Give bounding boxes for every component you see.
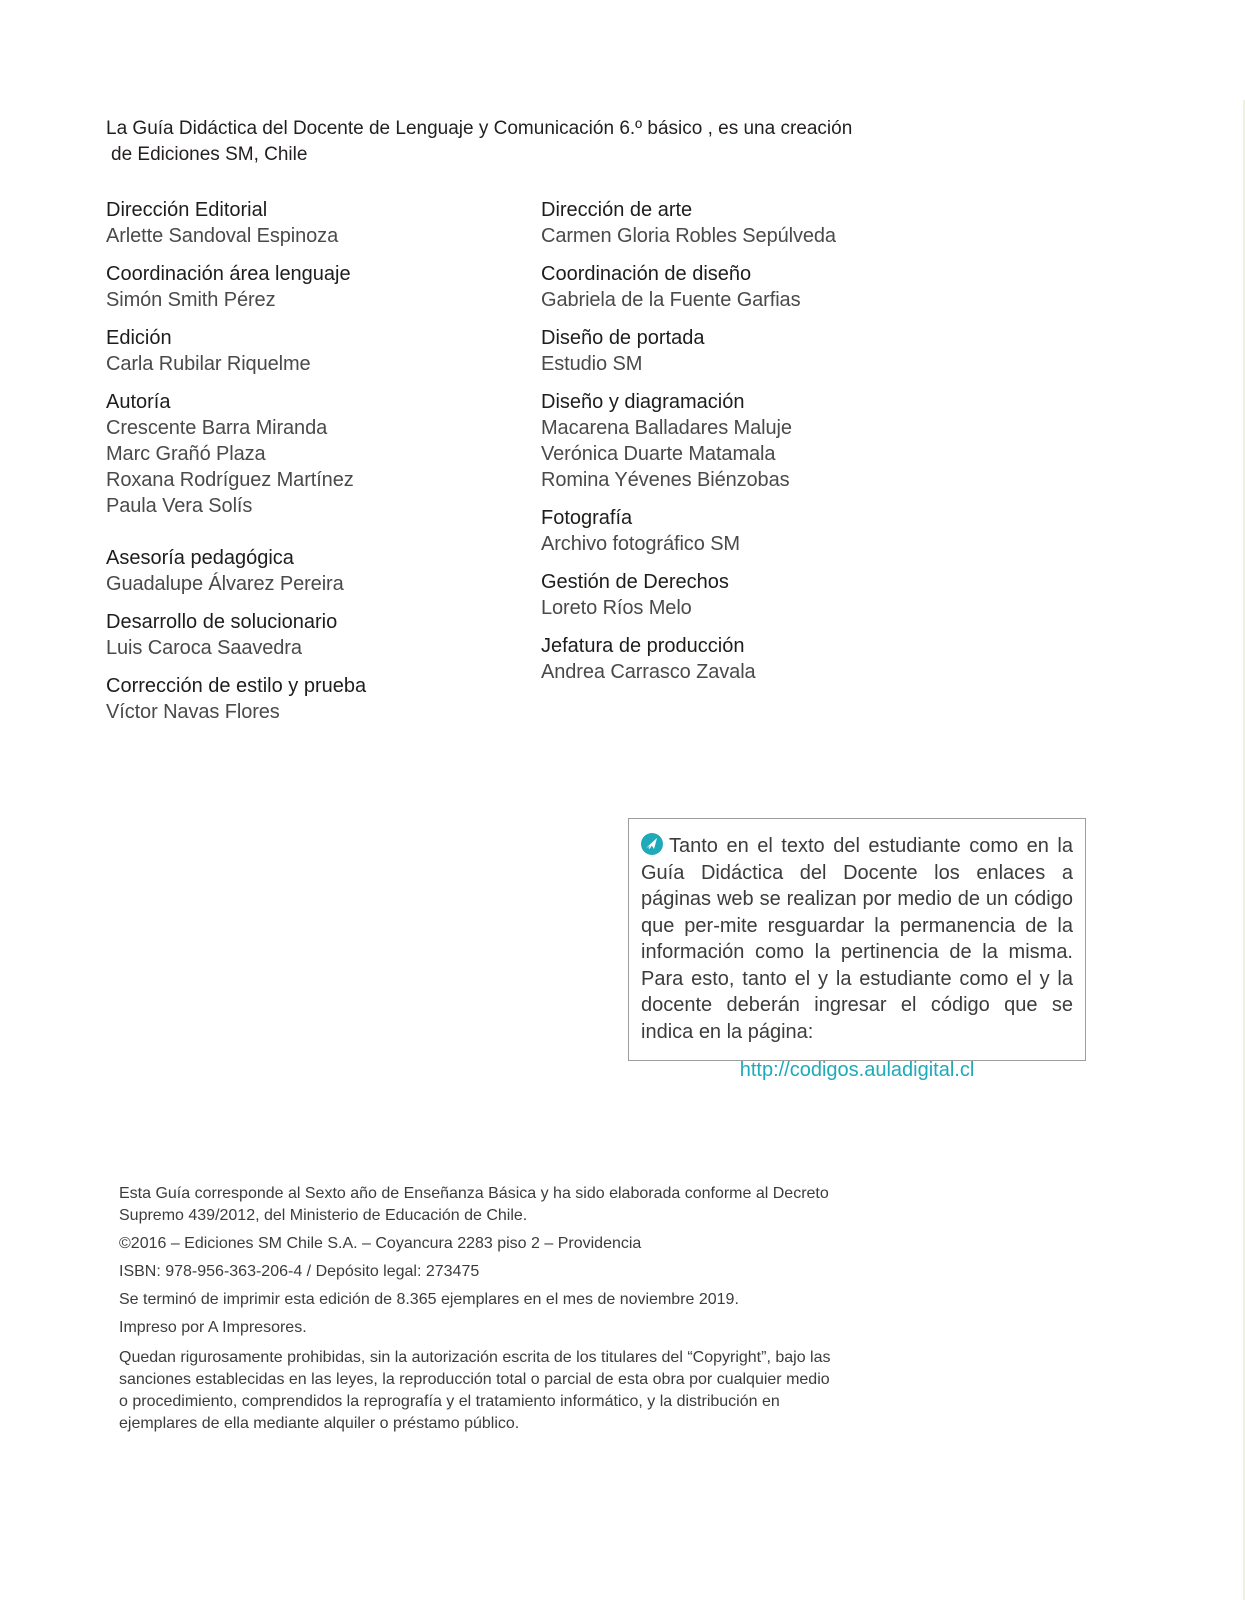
credit-role: Asesoría pedagógica — [106, 547, 294, 569]
credits-left-column — [106, 197, 526, 737]
credit-role: Coordinación de diseño — [541, 263, 752, 285]
credit-desarrollo-solucionario — [106, 609, 526, 661]
credit-coordinacion-area-lenguaje — [106, 261, 526, 313]
credit-name: Verónica Duarte Matamala — [541, 443, 776, 465]
credit-name: Loreto Ríos Melo — [541, 597, 692, 619]
auladigital-link[interactable]: http://codigos.auladigital.cl — [739, 1059, 975, 1081]
credit-diseno-portada — [541, 325, 961, 377]
credit-name: Víctor Navas Flores — [106, 701, 280, 723]
credit-fotografia — [541, 505, 961, 557]
credit-name: Carmen Gloria Robles Sepúlveda — [541, 225, 836, 247]
intro-line-1: La Guía Didáctica del Docente de Lenguaje y Comunicación 6.º básico , es una creación — [106, 118, 853, 139]
credit-name: Estudio SM — [541, 353, 643, 375]
credit-name: Romina Yévenes Biénzobas — [541, 469, 790, 491]
footer-printer: Impreso por A Impresores. — [119, 1319, 307, 1336]
credit-role: Dirección Editorial — [106, 199, 268, 221]
note-text: Tanto en el texto del estudiante como en la Guía Didáctica del Docente los enlaces a páginas web se realizan por medio de un código que per-mite resguardar la permanencia de la información como la pertinencia de la misma. Para esto, tanto el y la estudiante como el y la docente deberán ingresar el código que se indica en la página: — [641, 835, 1073, 1043]
credit-name: Luis Caroca Saavedra — [106, 637, 302, 659]
credit-correccion-estilo — [106, 673, 526, 725]
credit-role: Coordinación área lenguaje — [106, 263, 351, 285]
credit-role: Dirección de arte — [541, 199, 693, 221]
rocket-icon — [641, 833, 663, 855]
intro-line-2: de Ediciones SM, Chile — [111, 144, 308, 165]
credit-role: Diseño de portada — [541, 327, 705, 349]
credit-name: Crescente Barra Miranda — [106, 417, 328, 439]
credit-diseno-diagramacion — [541, 389, 961, 493]
credit-role: Gestión de Derechos — [541, 571, 729, 593]
credit-role: Autoría — [106, 391, 171, 413]
legal-footer — [119, 1183, 839, 1441]
credit-name: Carla Rubilar Riquelme — [106, 353, 311, 375]
credit-role: Desarrollo de solucionario — [106, 611, 338, 633]
credit-name: Guadalupe Álvarez Pereira — [106, 573, 344, 595]
note-paragraph — [641, 833, 1073, 1045]
footer-print-run: Se terminó de imprimir esta edición de 8.365 ejemplares en el mes de noviembre 2019. — [119, 1291, 739, 1308]
credit-name: Andrea Carrasco Zavala — [541, 661, 756, 683]
credit-name: Marc Grañó Plaza — [106, 443, 266, 465]
credit-name: Archivo fotográfico SM — [541, 533, 740, 555]
credit-role: Fotografía — [541, 507, 633, 529]
footer-copyright: ©2016 – Ediciones SM Chile S.A. – Coyancura 2283 piso 2 – Providencia — [119, 1235, 642, 1252]
credit-name: Paula Vera Solís — [106, 495, 253, 517]
credit-name: Macarena Balladares Maluje — [541, 417, 792, 439]
footer-curriculum-note: Esta Guía corresponde al Sexto año de Enseñanza Básica y ha sido elaborada conforme al Decreto Supremo 439/2012, del Ministerio de Educación de Chile. — [119, 1185, 829, 1224]
credit-role: Corrección de estilo y prueba — [106, 675, 367, 697]
credit-coordinacion-diseno — [541, 261, 961, 313]
credit-name: Roxana Rodríguez Martínez — [106, 469, 354, 491]
credit-autoria — [106, 389, 526, 519]
credits-right-column — [541, 197, 961, 697]
credit-name: Simón Smith Pérez — [106, 289, 276, 311]
credit-gestion-derechos — [541, 569, 961, 621]
credit-name: Gabriela de la Fuente Garfias — [541, 289, 801, 311]
credit-role: Diseño y diagramación — [541, 391, 745, 413]
intro-statement — [106, 116, 936, 168]
credit-edicion — [106, 325, 526, 377]
footer-isbn: ISBN: 978-956-363-206-4 / Depósito legal: 273475 — [119, 1263, 480, 1280]
credit-asesoria-pedagogica — [106, 545, 526, 597]
credit-role: Edición — [106, 327, 172, 349]
web-links-note-box — [628, 818, 1086, 1081]
credit-direccion-arte — [541, 197, 961, 249]
credit-direccion-editorial — [106, 197, 526, 249]
footer-legal-notice: Quedan rigurosamente prohibidas, sin la autorización escrita de los titulares del “Copyright”, bajo las sanciones establecidas en las leyes, la reproducción total o parcial de esta obra por cualquier medio o procedimiento, comprendidos la reprografía y el tratamiento informático, y la distribución en ejemplares de ella mediante alquiler o préstamo público. — [119, 1349, 831, 1432]
credit-jefatura-produccion — [541, 633, 961, 685]
credit-role: Jefatura de producción — [541, 635, 745, 657]
credit-name: Arlette Sandoval Espinoza — [106, 225, 339, 247]
